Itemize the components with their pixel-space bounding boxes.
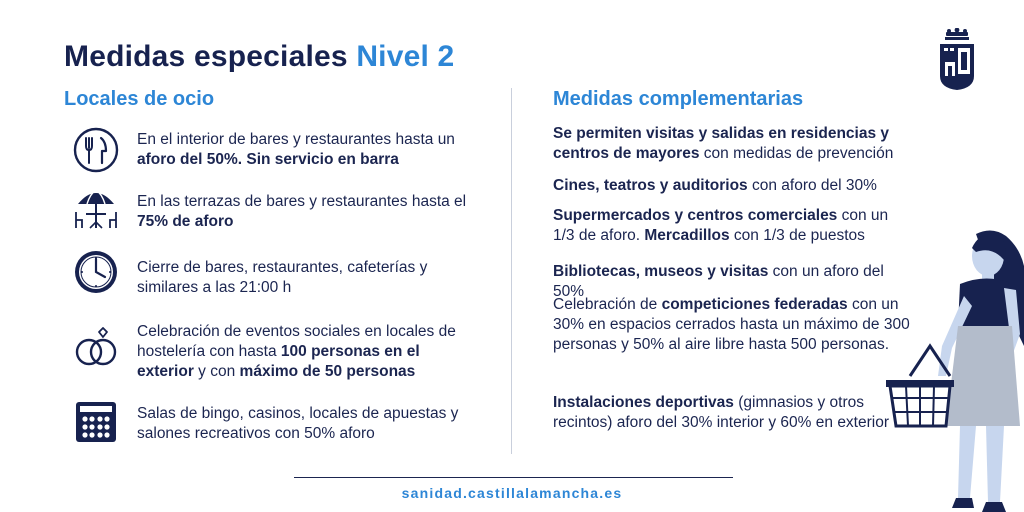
item-text: Cierre de bares, restaurantes, cafeterías y similares a las 21:00 h <box>137 259 428 296</box>
terrace-umbrella-icon <box>72 186 120 234</box>
item-text: Salas de bingo, casinos, locales de apuestas y salones recreativos con 50% aforo <box>137 405 459 442</box>
bingo-card-icon <box>72 398 120 446</box>
footer-divider <box>294 477 733 478</box>
column-divider <box>511 88 512 454</box>
page-title <box>64 40 454 74</box>
footer-url-link[interactable]: sanidad.castillalamancha.es <box>401 485 623 501</box>
list-item: Bibliotecas, museos y visitas con un aforo del 50% <box>553 263 884 300</box>
title-main: Medidas especiales <box>64 40 348 73</box>
cutlery-icon <box>72 126 120 174</box>
list-item: Celebración de competiciones federadas con un 30% en espacios cerrados hasta un máximo de 300 personas y 50% al aire libre hasta 500 personas. <box>553 296 910 353</box>
woman-with-basket-illustration <box>880 226 1024 512</box>
castilla-la-mancha-logo <box>936 28 978 92</box>
item-text: En las terrazas de bares y restaurantes hasta el 75% de aforo <box>137 193 467 230</box>
complementary-heading: Medidas complementarias <box>553 88 804 110</box>
title-accent: Nivel 2 <box>356 40 455 73</box>
list-item: Supermercados y centros comerciales con un 1/3 de aforo. Mercadillos con 1/3 de puestos <box>553 207 889 244</box>
item-text: En el interior de bares y restaurantes hasta un aforo del 50%. Sin servicio en barra <box>137 131 455 168</box>
list-item: Instalaciones deportivas (gimnasios y otros recintos) aforo del 30% interior y 60% en exterior <box>553 394 889 431</box>
clock-icon <box>72 248 120 296</box>
list-item: Se permiten visitas y salidas en residencias y centros de mayores con medidas de prevención <box>553 125 894 162</box>
item-text: Celebración de eventos sociales en locales de hostelería con hasta 100 personas en el exterior y con máximo de 50 personas <box>137 323 456 380</box>
list-item: Cines, teatros y auditorios con aforo del 30% <box>553 177 877 194</box>
wedding-rings-icon <box>72 324 120 372</box>
leisure-heading: Locales de ocio <box>64 88 215 110</box>
